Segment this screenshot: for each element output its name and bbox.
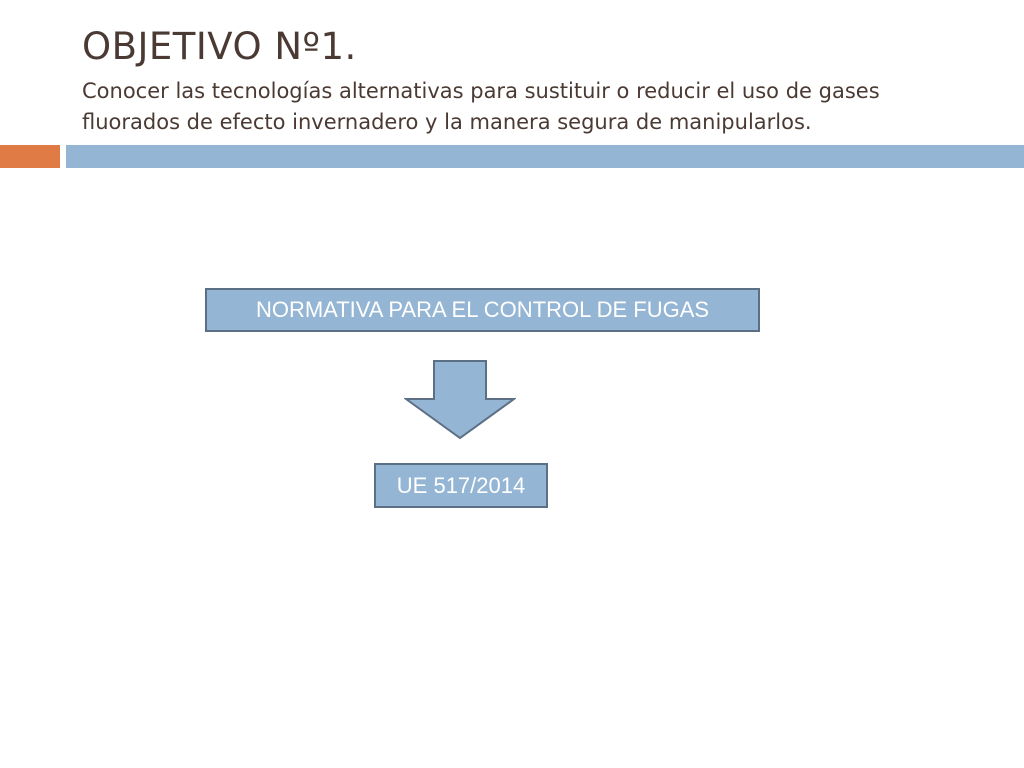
normativa-box — [205, 288, 760, 332]
subtitle-line-2: fluorados de efecto invernadero y la manera segura de manipularlos. — [82, 110, 812, 134]
blue-divider-bar — [66, 145, 1024, 168]
orange-accent-bar — [0, 145, 60, 168]
normativa-box-label: NORMATIVA PARA EL CONTROL DE FUGAS — [255, 297, 710, 322]
down-arrow-icon — [404, 360, 516, 440]
regulation-box — [374, 463, 548, 508]
slide-header — [82, 24, 1012, 138]
subtitle-line-1: Conocer las tecnologías alternativas para sustituir o reducir el uso de gases — [82, 79, 880, 103]
slide-subtitle — [82, 76, 1012, 138]
down-arrow-shape — [406, 361, 514, 438]
slide-title: OBJETIVO Nº1. — [82, 25, 357, 68]
regulation-box-label: UE 517/2014 — [396, 472, 526, 498]
